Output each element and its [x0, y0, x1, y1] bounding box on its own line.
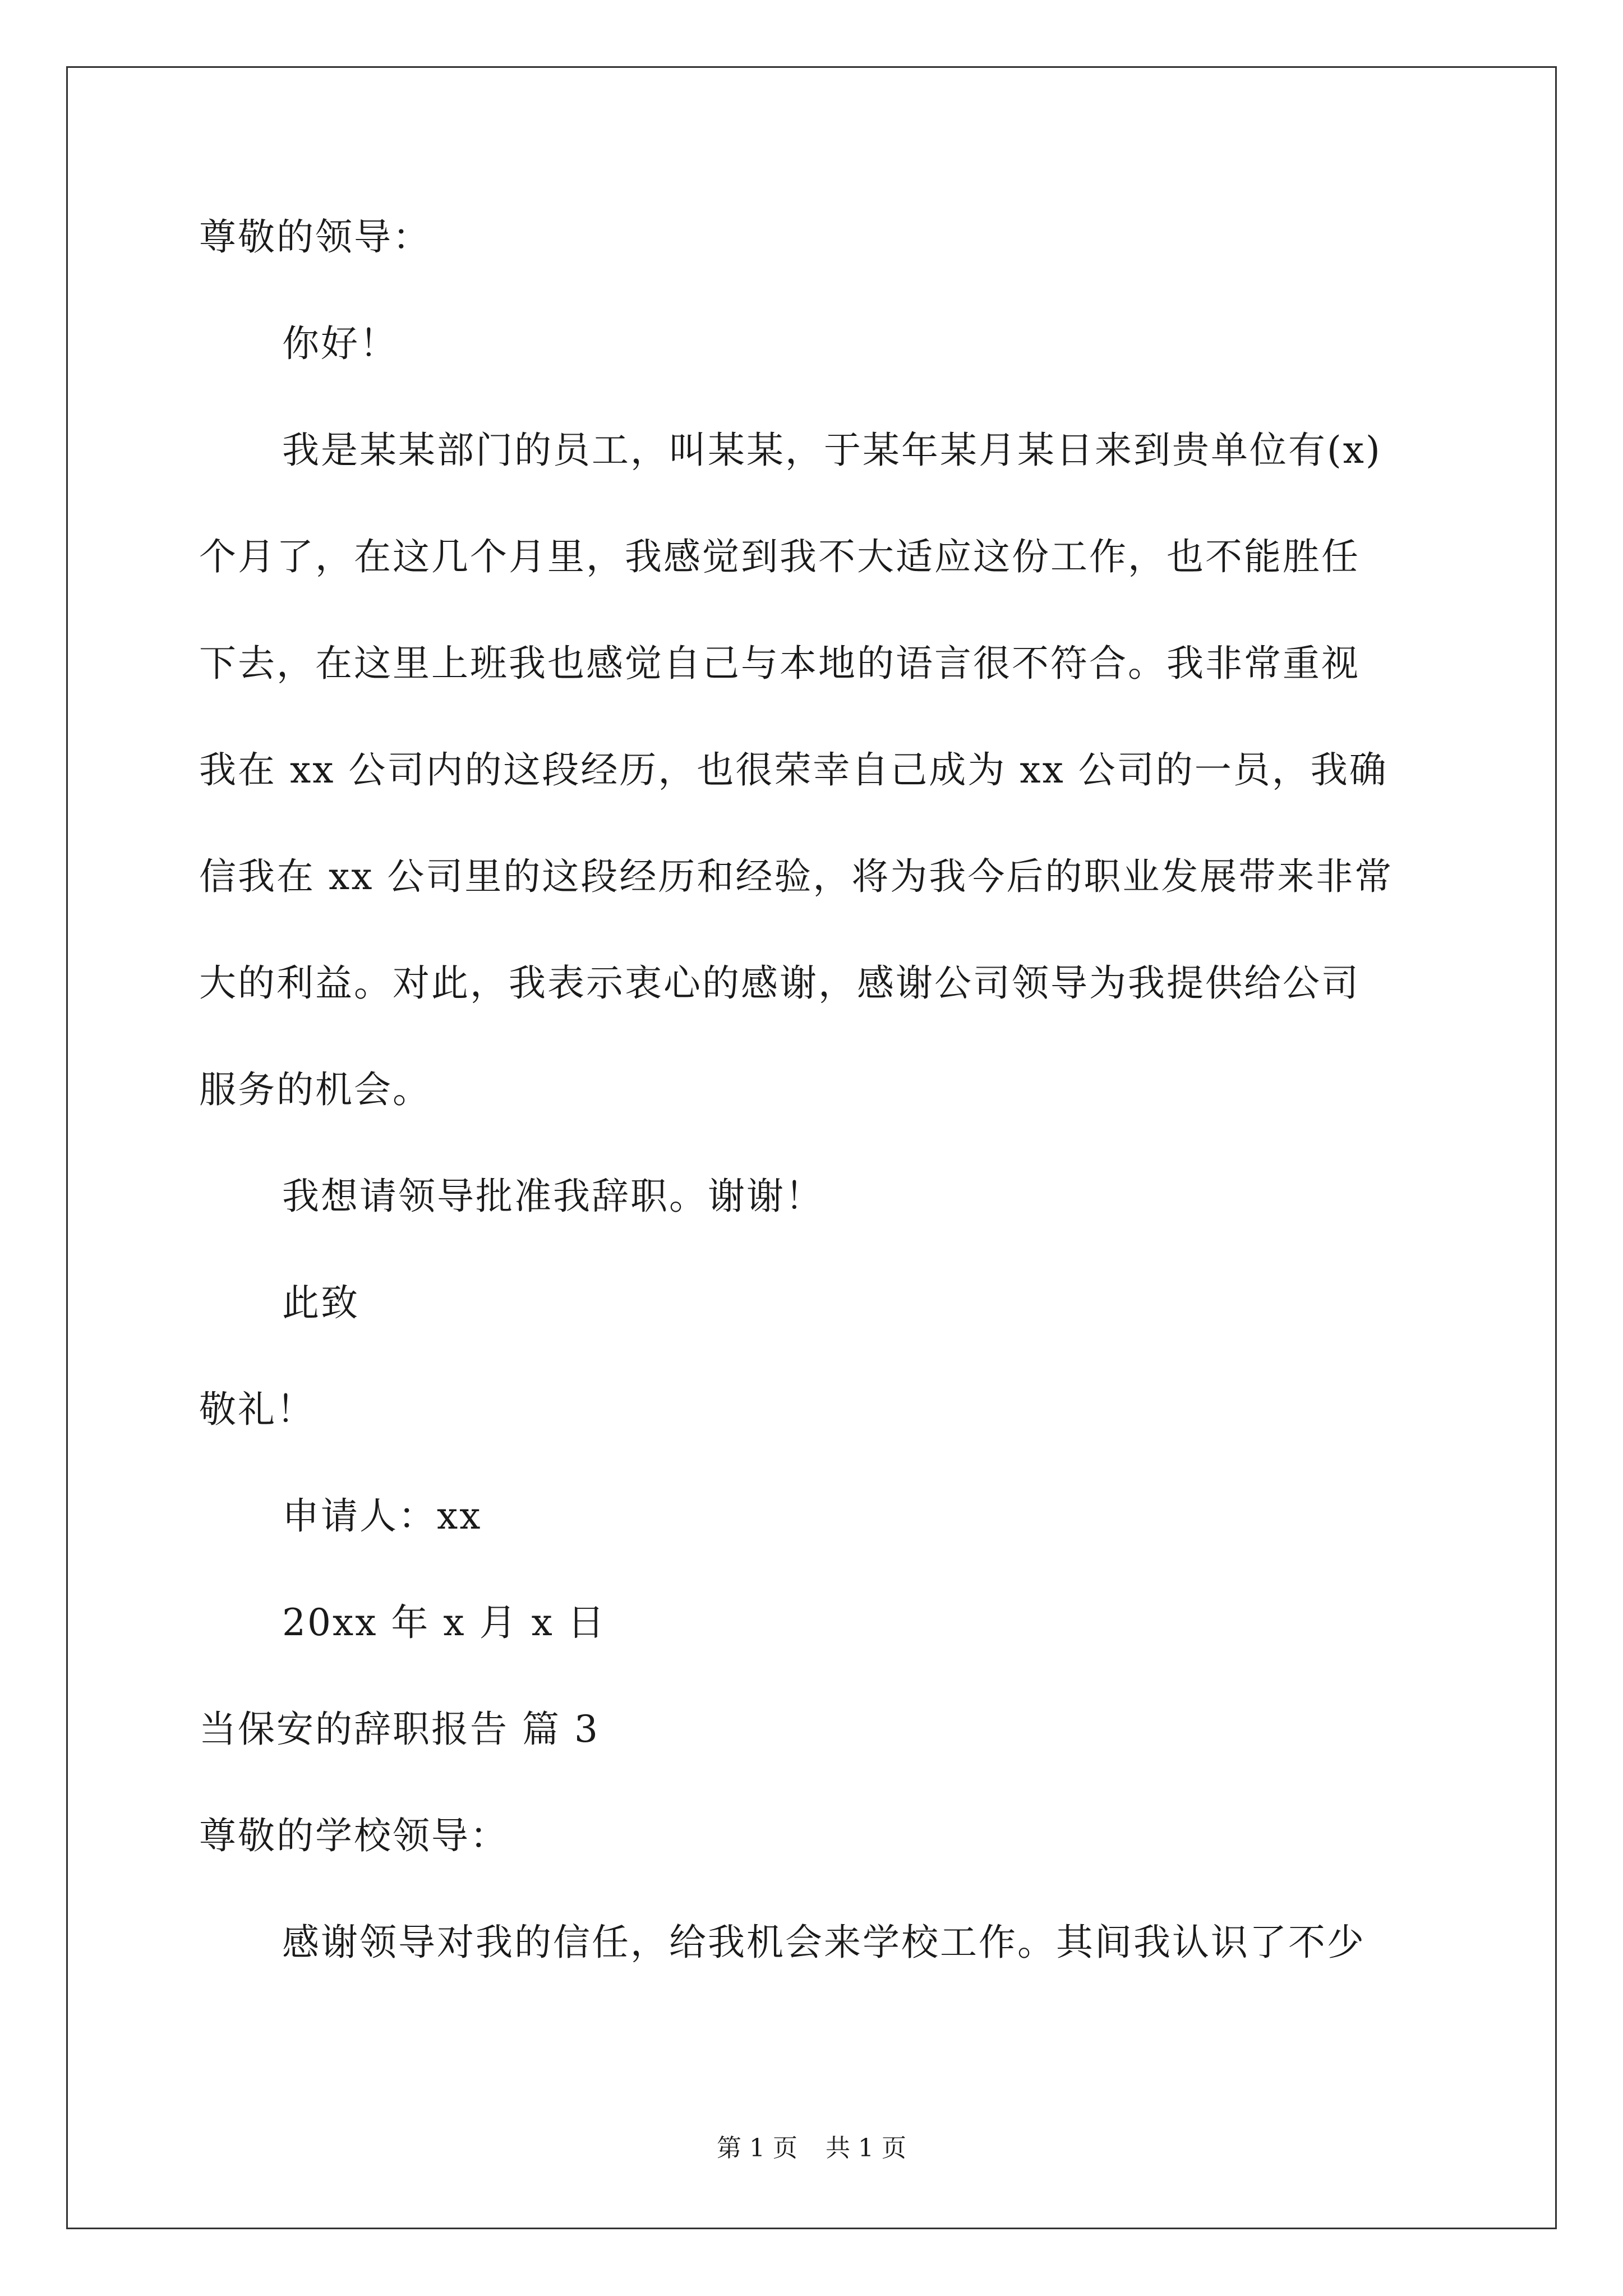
- document-body: [199, 215, 1433, 2031]
- greeting: 你好！: [282, 322, 398, 365]
- request-line: 我想请领导批准我辞职。谢谢！: [282, 1175, 824, 1218]
- section-heading: 当保安的辞职报告 篇 3: [199, 1708, 600, 1751]
- paragraph-line: 下去，在这里上班我也感觉自己与本地的语言很不符合。我非常重视: [199, 642, 1360, 685]
- page-total: 共 1 页: [826, 2134, 906, 2162]
- paragraph-line: 个月了，在这几个月里，我感觉到我不大适应这份工作，也不能胜任: [199, 535, 1360, 578]
- date-line: 20xx 年 x 月 x 日: [282, 1601, 606, 1644]
- paragraph-line: 我是某某部门的员工，叫某某，于某年某月某日来到贵单位有(x): [282, 429, 1382, 472]
- salutation: 尊敬的学校领导：: [199, 1814, 509, 1857]
- closing-line: 此致: [282, 1281, 359, 1324]
- salutation: 尊敬的领导：: [199, 215, 431, 259]
- paragraph-line: 我在 xx 公司内的这段经历，也很荣幸自己成为 xx 公司的一员，我确: [199, 748, 1388, 792]
- page-number: 第 1 页: [717, 2134, 797, 2162]
- paragraph-line: 感谢领导对我的信任，给我机会来学校工作。其间我认识了不少: [282, 1921, 1366, 1964]
- paragraph-line: 信我在 xx 公司里的这段经历和经验，将为我今后的职业发展带来非常: [199, 855, 1394, 898]
- applicant-line: 申请人：xx: [282, 1494, 482, 1538]
- paragraph-line: 服务的机会。: [199, 1068, 431, 1111]
- closing-salute: 敬礼！: [199, 1388, 315, 1431]
- paragraph-line: 大的利益。对此，我表示衷心的感谢，感谢公司领导为我提供给公司: [199, 961, 1360, 1005]
- page-footer: [0, 2136, 1623, 2161]
